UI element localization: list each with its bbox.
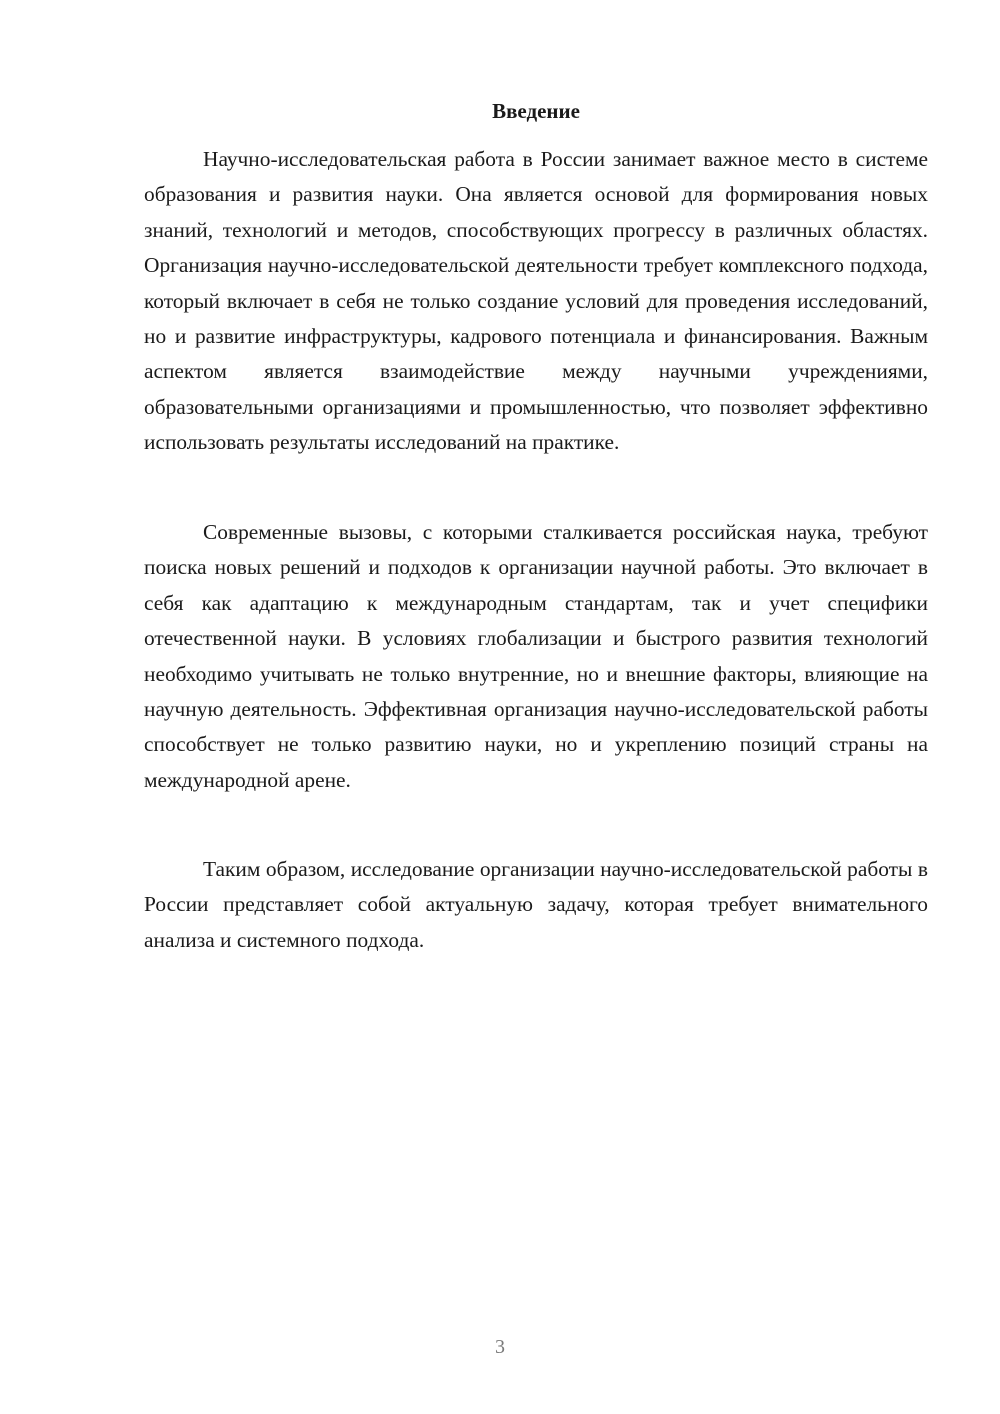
page-number: 3 xyxy=(495,1336,505,1358)
paragraph-1: Научно-исследовательская работа в России занимает важное место в системе образования и развития науки. Она является основой для формирования новых знаний, технологий и методов, способствующих прогрессу в различных областях. Организация научно-исследовательской деятельности требует комплексного подхода, который включает в себя не только создание условий для проведения исследований, но и развитие инфраструктуры, кадрового потенциала и финансирования. Важным аспектом является взаимодействие между научными учреждениями, образовательными организациями и промышленностью, что позволяет эффективно использовать результаты исследований на практике. xyxy=(144,147,928,455)
section-title: Введение xyxy=(492,99,580,123)
paragraph-2: Современные вызовы, с которыми сталкивается российская наука, требуют поиска новых решений и подходов к организации научной работы. Это включает в себя как адаптацию к международным стандартам, так и учет специфики отечественной науки. В условиях глобализации и быстрого развития технологий необходимо учитывать не только внутренние, но и внешние факторы, влияющие на научную деятельность. Эффективная организация научно-исследовательской работы способствует не только развитию науки, но и укреплению позиций страны на международной арене. xyxy=(144,520,928,792)
paragraph-3: Таким образом, исследование организации научно-исследовательской работы в России представляет собой актуальную задачу, которая требует внимательного анализа и системного подхода. xyxy=(144,857,928,952)
